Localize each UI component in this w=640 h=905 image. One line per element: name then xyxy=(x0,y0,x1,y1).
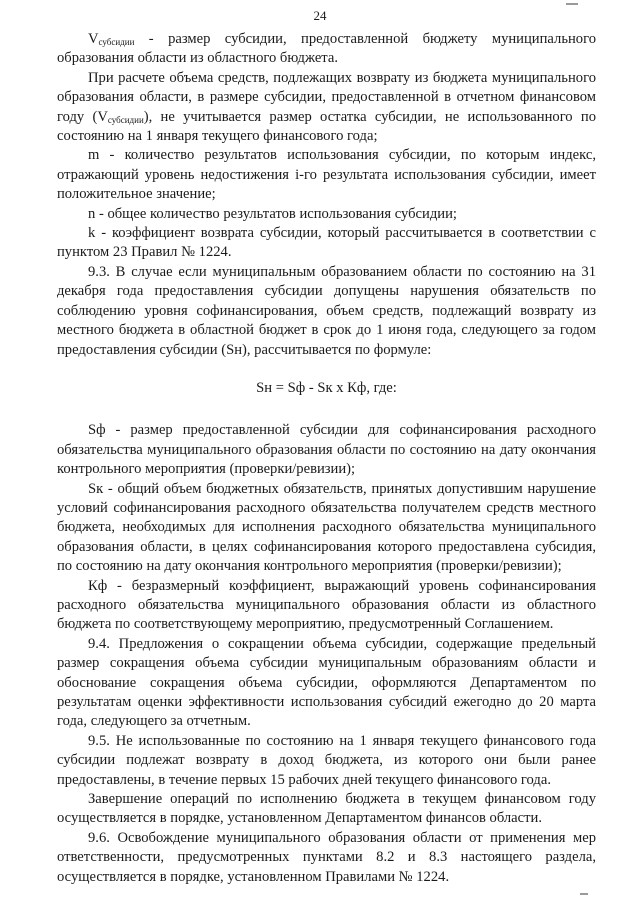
paragraph-n-definition: n - общее количество результатов использования субсидии; xyxy=(88,205,457,222)
paragraph-9-3: 9.3. В случае если муниципальным образованием области по состоянию на 31 декабря года предоставления субсидии допущены нарушения обязательств по соблюдению уровня софинансирования, объем средств, подлежащий возврату из местного бюджета в областной бюджет в срок до 1 июня года, следующего за годом предоставления субсидии (Sн), рассчитывается по формуле: xyxy=(57,263,596,358)
paragraph-v-subsidy: $V_{субсидии}$ - размер субсидии, предоставленной бюджету муниципального образования области из областного бюджета. xyxy=(57,31,596,67)
paragraph-budget-completion: Завершение операций по исполнению бюджета в текущем финансовом году осуществляется в порядке, установленном Департаментом финансов области. xyxy=(57,791,596,827)
page-number: 24 xyxy=(313,8,327,23)
paragraph-sk-definition: Sк - общий объем бюджетных обязательств, принятых допустившим нарушение условий софинансирования расходного обязательства получателем средств местного бюджета, необходимых для исполнения расходного обязательства муниципального образования области, в целях софинансирования которого предоставлена субсидия, по состоянию на дату окончания контрольного мероприятия (проверки/ревизии); xyxy=(57,480,596,575)
formula: Sн = Sф - Sк x Кф, где: xyxy=(256,379,397,396)
paragraph-sf-definition: Sф - размер предоставленной субсидии для софинансирования расходного обязательства муниципального образования области по состоянию на дату окончания контрольного мероприятия (проверки/ревизии); xyxy=(57,422,596,478)
scan-mark xyxy=(580,893,588,895)
paragraph-kf-definition: Кф - безразмерный коэффициент, выражающий уровень софинансирования расходного обязательства муниципального образования области из областного бюджета по соответствующему мероприятию, предусмотренный Соглашением. xyxy=(57,577,596,633)
paragraph-return-calc: При расчете объема средств, подлежащих возврату из бюджета муниципального образования области, в размере субсидии, предоставленной в отчетном финансовом году $(V_{субсидии})$, не учитывается размер остатка субсидии, не использованного по состоянию на 1 января текущего финансового года; xyxy=(57,69,596,145)
document-body xyxy=(57,30,596,887)
paragraph-9-4: 9.4. Предложения о сокращении объема субсидии, содержащие предельный размер сокращения объема субсидии муниципальным образованиям области и обоснование сокращения объема субсидии, оформляются Департаментом по результатам оценки эффективности использования субсидий ежегодно до 20 марта года, следующего за отчетным. xyxy=(57,635,596,730)
paragraph-9-5: 9.5. Не использованные по состоянию на 1 января текущего финансового года субсидии подлежат возврату в доход бюджета, из которого они были ранее предоставлены, в течение первых 15 рабочих дней текущего финансового года. xyxy=(57,732,596,788)
paragraph-9-6: 9.6. Освобождение муниципального образования области от применения мер ответственности, предусмотренных пунктами 8.2 и 8.3 настоящего раздела, осуществляется в порядке, установленном Правилами № 1224. xyxy=(57,829,596,885)
scan-mark xyxy=(566,3,578,5)
paragraph-k-definition: k - коэффициент возврата субсидии, который рассчитывается в соответствии с пунктом 23 Правил № 1224. xyxy=(57,225,596,261)
paragraph-m-definition: m - количество результатов использования субсидии, по которым индекс, отражающий уровень недостижения i-го результата использования субсидии, имеет положительное значение; xyxy=(57,147,596,203)
